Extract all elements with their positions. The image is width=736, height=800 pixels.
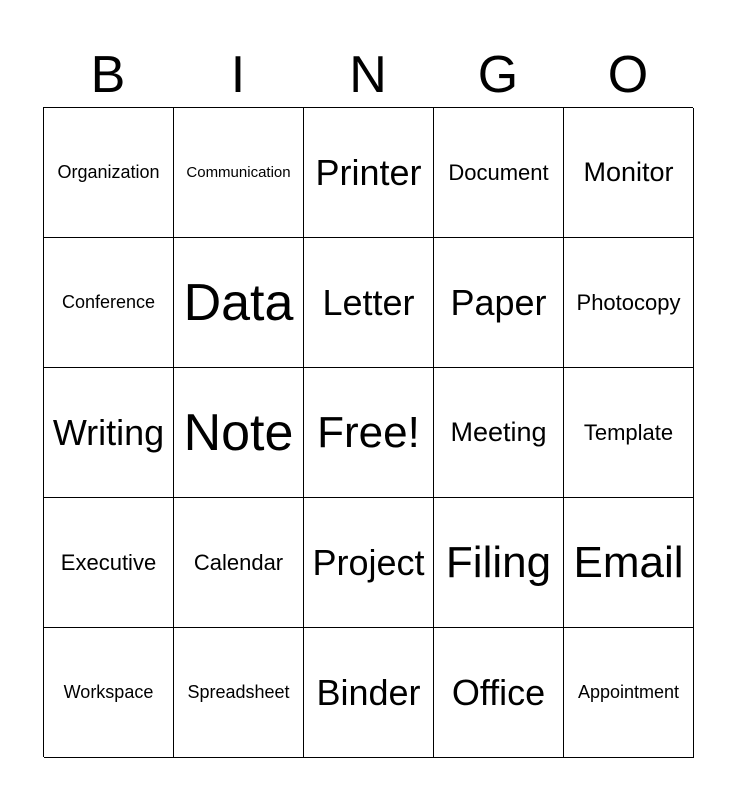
bingo-cell[interactable]: Office: [434, 628, 564, 758]
bingo-cell[interactable]: Calendar: [174, 498, 304, 628]
bingo-cell[interactable]: Document: [434, 108, 564, 238]
bingo-cell[interactable]: Data: [174, 238, 304, 368]
bingo-cell[interactable]: Printer: [304, 108, 434, 238]
bingo-cell[interactable]: Paper: [434, 238, 564, 368]
bingo-cell[interactable]: Note: [174, 368, 304, 498]
header-letter-n: N: [349, 46, 387, 104]
header-letter-b: B: [90, 46, 126, 104]
bingo-cell[interactable]: Monitor: [564, 108, 694, 238]
bingo-board: [43, 107, 693, 757]
bingo-cell[interactable]: Writing: [44, 368, 174, 498]
bingo-cell[interactable]: Binder: [304, 628, 434, 758]
bingo-cell[interactable]: Appointment: [564, 628, 694, 758]
bingo-cell[interactable]: Communication: [174, 108, 304, 238]
bingo-cell[interactable]: Photocopy: [564, 238, 694, 368]
bingo-cell[interactable]: Workspace: [44, 628, 174, 758]
bingo-cell[interactable]: Meeting: [434, 368, 564, 498]
free-space-cell[interactable]: Free!: [304, 368, 434, 498]
bingo-cell[interactable]: Project: [304, 498, 434, 628]
bingo-cell[interactable]: Filing: [434, 498, 564, 628]
bingo-cell[interactable]: Spreadsheet: [174, 628, 304, 758]
bingo-header: [43, 44, 693, 106]
header-letter-g: G: [477, 46, 519, 104]
header-letter-o: O: [607, 46, 649, 104]
bingo-cell[interactable]: Organization: [44, 108, 174, 238]
bingo-cell[interactable]: Conference: [44, 238, 174, 368]
bingo-cell[interactable]: Template: [564, 368, 694, 498]
bingo-cell[interactable]: Letter: [304, 238, 434, 368]
bingo-cell[interactable]: Email: [564, 498, 694, 628]
bingo-cell[interactable]: Executive: [44, 498, 174, 628]
header-letter-i: I: [230, 46, 246, 104]
